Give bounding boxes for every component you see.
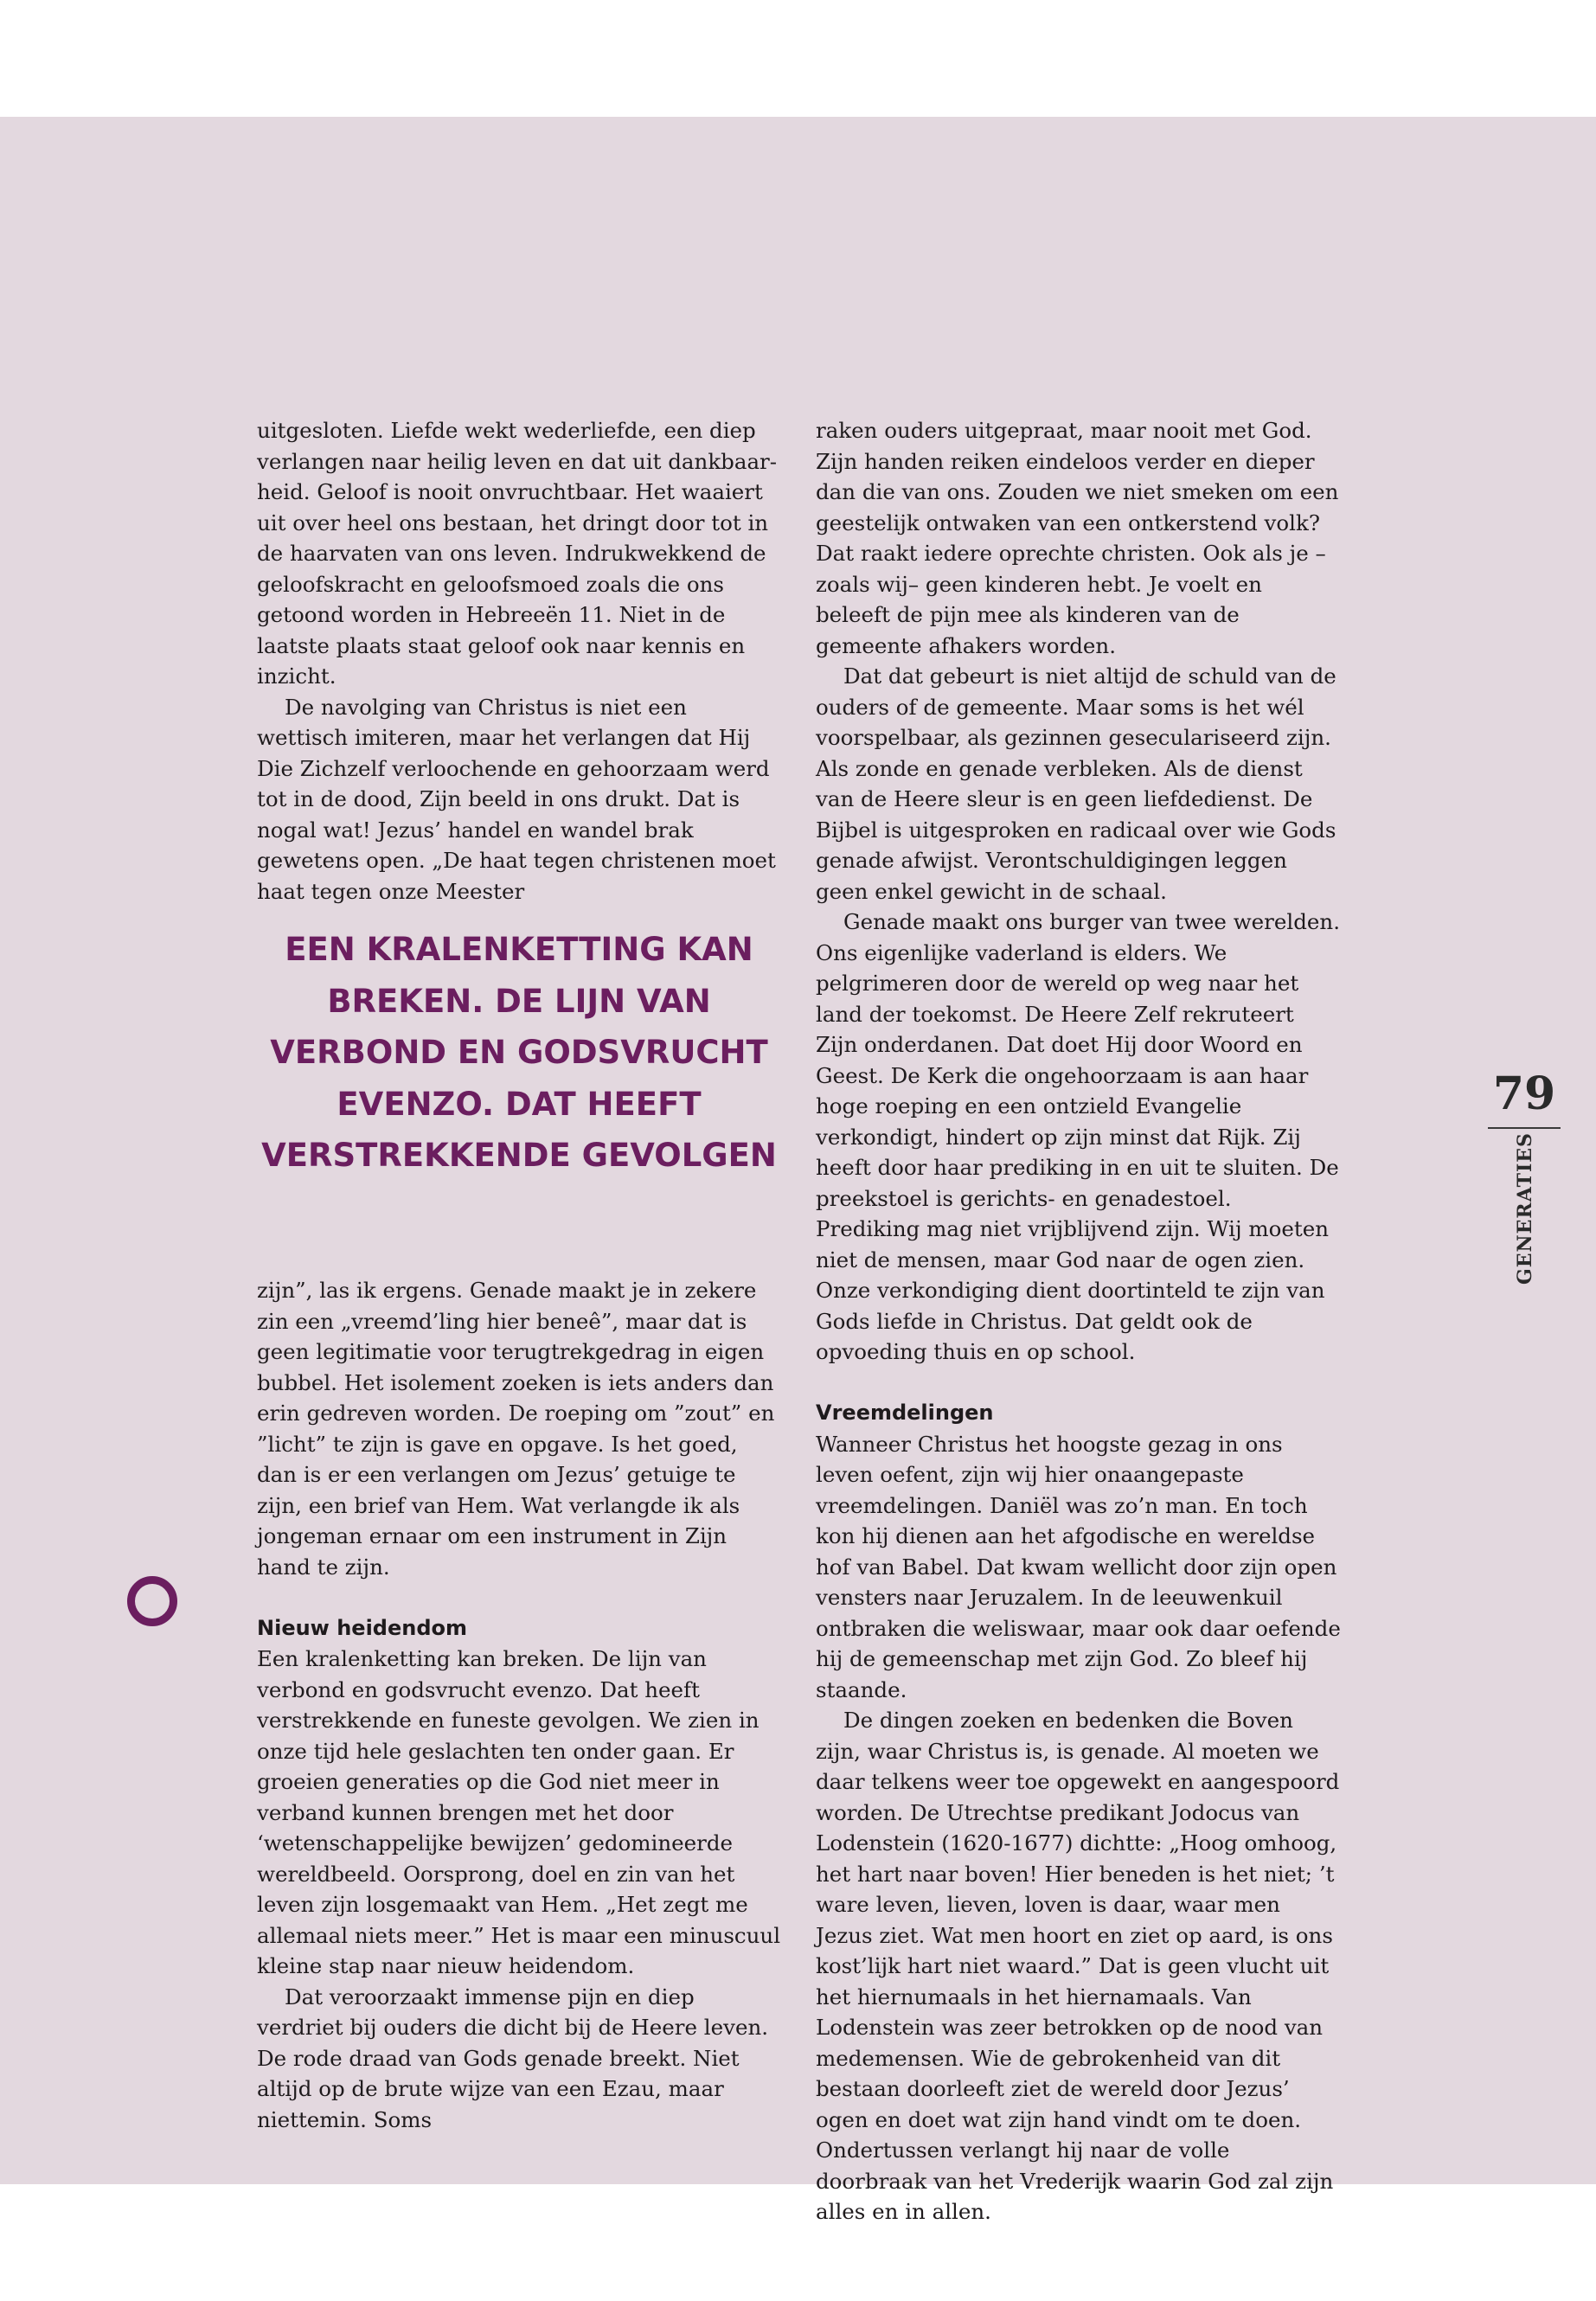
right-column bbox=[816, 415, 1342, 2227]
paragraph: Dat dat gebeurt is niet altijd de schuld van de ouders of de gemeente. Maar soms is het wél voorspelbaar, als gezinnen geseculariseerd zijn. Als zonde en genade verbleken. Als de dienst van de Heere sleur is en geen liefdedienst. De Bijbel is uitgesproken en radicaal over wie Gods genade afwijst. Verontschuldigingen leggen geen enkel gewicht in de schaal. bbox=[816, 663, 1336, 904]
left-column-top bbox=[257, 415, 781, 907]
section-heading-vreemdelingen: Vreemdelingen bbox=[816, 1400, 994, 1425]
pull-quote: EEN KRALENKETTING KAN BREKEN. DE LIJN VAN VERBOND EN GODSVRUCHT EVENZO. DAT HEEFT VERSTREKKENDE GEVOLGEN bbox=[261, 931, 777, 1174]
paragraph: zijn”, las ik ergens. Genade maakt je in zekere zin een „vreemd’ling hier beneê”, maar dat is geen legitimatie voor terugtrekgedrag in eigen bubbel. Het isolement zoeken is iets anders dan erin gedreven worden. De roeping om ”zout” en ”licht” te zijn is gave en opgave. Is het goed, dan is er een verlangen om Jezus’ getuige te zijn, een brief van Hem. Wat verlangde ik als jongeman ernaar om een instrument in Zijn hand te zijn. bbox=[257, 1278, 775, 1580]
left-column-bottom bbox=[257, 1275, 781, 2135]
section-heading-nieuw-heidendom: Nieuw heidendom bbox=[257, 1615, 468, 1640]
paragraph: Dat veroorzaakt immense pijn en diep verdriet bij ouders die dicht bij de Heere leven. De rode draad van Gods genade breekt. Niet altijd op de brute wijze van een Ezau, maar niettemin. Soms bbox=[257, 1984, 769, 2132]
paragraph: uitgesloten. Liefde wekt wederliefde, een diep verlangen naar heilig leven en dat uit dankbaarheid. Geloof is nooit onvruchtbaar. Het waaiert uit over heel ons bestaan, het dringt door tot in de haarvaten van ons leven. Indrukwekkend de geloofskracht en geloofsmoed zoals die ons getoond worden in Hebreeën 11. Niet in de laatste plaats staat geloof ook naar kennis en inzicht. bbox=[257, 418, 778, 689]
ring-icon bbox=[127, 1576, 177, 1626]
paragraph: Genade maakt ons burger van twee werelden. Ons eigenlijke vaderland is elders. We pelgrimeren door de wereld op weg naar het land der toekomst. De Heere Zelf rekruteert Zijn onderdanen. Dat doet Hij door Woord en Geest. De Kerk die ongehoorzaam is aan haar hoge roeping en een ontzield Evangelie verkondigt, hindert op zijn minst dat Rijk. Zij heeft door haar prediking in en uit te sluiten. De preekstoel is gerichts- en genadestoel. Prediking mag niet vrijblijvend zijn. Wij moeten niet de mensen, maar God naar de ogen zien. Onze verkondiging dient doortinteld te zijn van Gods liefde in Christus. Dat geldt ook de opvoeding thuis en op school. bbox=[816, 909, 1340, 1364]
paragraph: raken ouders uitgepraat, maar nooit met God. Zijn handen reiken eindeloos verder en dieper dan die van ons. Zouden we niet smeken om een geestelijk ontwaken van een ontkerstend volk? Dat raakt iedere oprechte christen. Ook als je –zoals wij– geen kinderen hebt. Je voelt en beleeft de pijn mee als kinderen van de gemeente afhakers worden. bbox=[816, 418, 1339, 658]
divider bbox=[1488, 1127, 1561, 1129]
section-label-text: GENERATIES bbox=[1514, 1132, 1536, 1285]
page-background bbox=[0, 117, 1596, 2184]
paragraph: Een kralenketting kan breken. De lijn van verbond en godsvrucht evenzo. Dat heeft verstrekkende en funeste gevolgen. We zien in onze tijd hele geslachten ten onder gaan. Er groeien generaties op die God niet meer in verband kunnen brengen met het door ‘wetenschappelijke bewijzen’ gedomineerde wereldbeeld. Oorsprong, doel en zin van het leven zijn losgemaakt van Hem. „Het zegt me allemaal niets meer.” Het is maar een minuscuul kleine stap naar nieuw heidendom. bbox=[257, 1646, 781, 1978]
page-number: 79 bbox=[1492, 1067, 1556, 1120]
paragraph: De dingen zoeken en bedenken die Boven zijn, waar Christus is, is genade. Al moeten we daar telkens weer toe opgewekt en aangespoord worden. De Utrechtse predikant Jodocus van Lodenstein (1620-1677) dichtte: „Hoog omhoog, het hart naar boven! Hier beneden is het niet; ’t ware leven, lieven, loven is daar, waar men Jezus ziet. Wat men hoort en ziet op aard, is ons kost’lijk hart niet waard.” Dat is geen vlucht uit het hiernumaals in het hiernamaals. Van Lodenstein was zeer betrokken op de nood van medemensen. Wie de gebrokenheid van dit bestaan doorleeft ziet de wereld door Jezus’ ogen en doet wat zijn hand vindt om te doen. Ondertussen verlangt hij naar de volle doorbraak van het Vrederijk waarin God zal zijn alles en in allen. bbox=[816, 1708, 1340, 2224]
paragraph: Wanneer Christus het hoogste gezag in ons leven oefent, zijn wij hier onaangepaste vreemdelingen. Daniël was zo’n man. En toch kon hij dienen aan het afgodische en wereldse hof van Babel. Dat kwam wellicht door zijn open vensters naar Jeruzalem. In de leeuwenkuil ontbraken die weliswaar, maar ook daar oefende hij de gemeenschap met zijn God. Zo bleef hij staande. bbox=[816, 1431, 1341, 1702]
paragraph: De navolging van Christus is niet een wettisch imiteren, maar het verlangen dat Hij Die Zichzelf verloochende en gehoorzaam werd tot in de dood, Zijn beeld in ons drukt. Dat is nogal wat! Jezus’ handel en wandel brak gewetens open. „De haat tegen christenen moet haat tegen onze Meester bbox=[257, 694, 776, 904]
